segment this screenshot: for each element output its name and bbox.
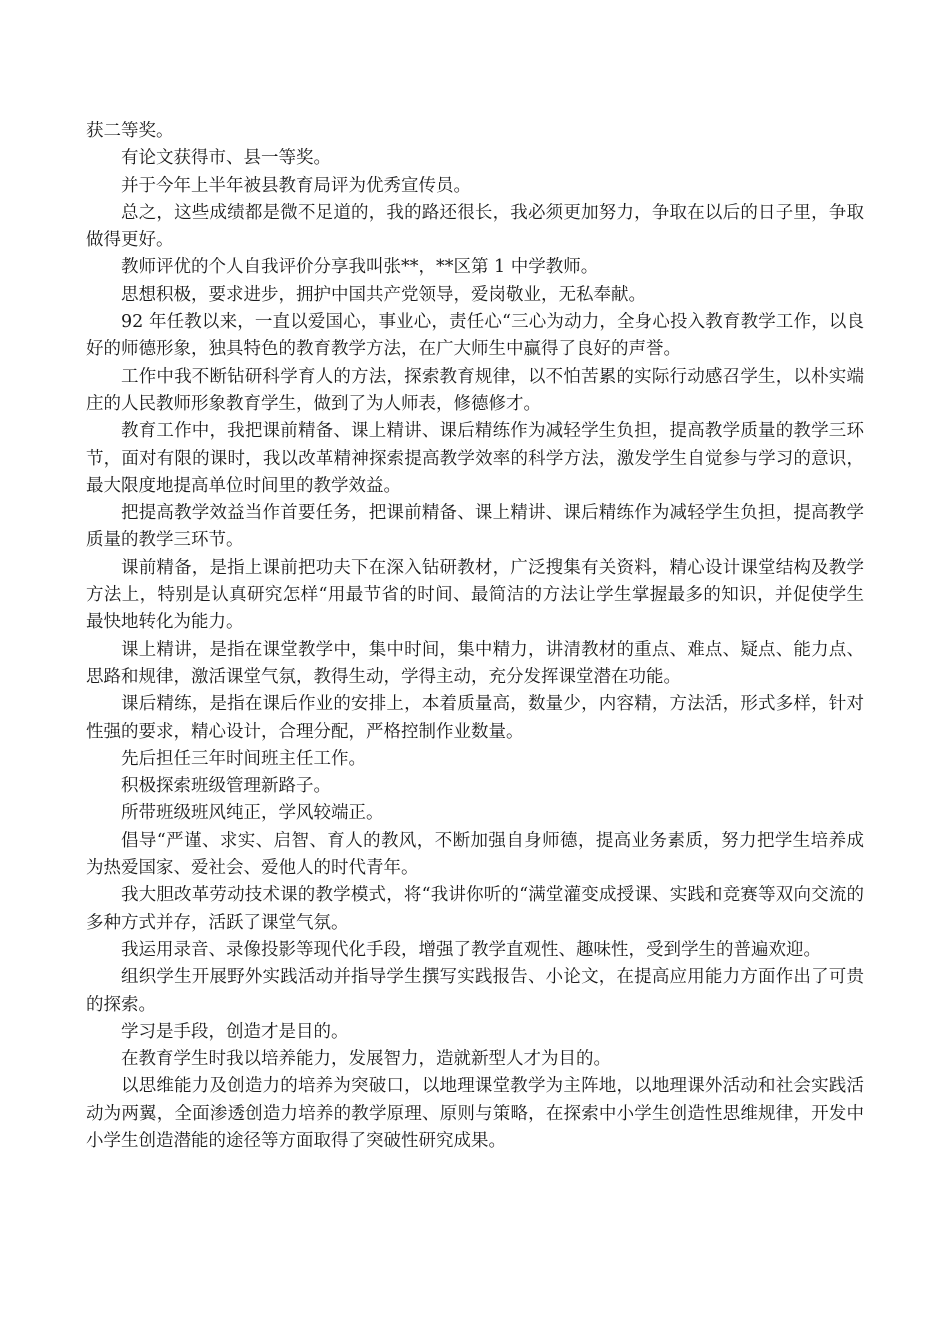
paragraph: 积极探索班级管理新路子。: [121, 776, 331, 797]
paragraph: 以思维能力及创造力的培养为突破口，以地理课堂教学为主阵地，以地理课外活动和社会实践活动为两翼，全面渗透创造力培养的教学原理、原则与策略，在探索中小学生创造性思维规律，开发中小学生创造潜能的途径等方面取得了突破性研究成果。: [86, 1076, 864, 1151]
paragraph: 思想积极，要求进步，拥护中国共产党领导，爱岗敬业，无私奉献。: [121, 284, 646, 305]
paragraph: 总之，这些成绩都是微不足道的，我的路还很长，我必须更加努力，争取在以后的日子里，争取做得更好。: [86, 202, 864, 251]
paragraph: 教育工作中，我把课前精备、课上精讲、课后精练作为减轻学生负担，提高教学质量的教学三环节，面对有限的课时，我以改革精神探索提高教学效率的科学方法，激发学生自觉参与学习的意识，最大限度地提高单位时间里的教学效益。: [86, 421, 864, 496]
paragraph: 92 年任教以来，一直以爱国心，事业心，责任心“三心为动力，全身心投入教育教学工作，以良好的师德形象，独具特色的教育教学方法，在广大师生中赢得了良好的声誉。: [86, 312, 864, 360]
document-body: [86, 118, 864, 1155]
paragraph: 并于今年上半年被县教育局评为优秀宣传员。: [121, 175, 471, 196]
paragraph: 学习是手段，创造才是目的。: [121, 1021, 349, 1042]
paragraph: 课后精练，是指在课后作业的安排上，本着质量高，数量少，内容精，方法活，形式多样，针对性强的要求，精心设计，合理分配，严格控制作业数量。: [86, 694, 864, 742]
paragraph: 组织学生开展野外实践活动并指导学生撰写实践报告、小论文，在提高应用能力方面作出了可贵的探索。: [86, 967, 864, 1015]
paragraph: 把提高教学效益当作首要任务，把课前精备、课上精讲、课后精练作为减轻学生负担，提高教学质量的教学三环节。: [86, 503, 864, 551]
paragraph: 我大胆改革劳动技术课的教学模式，将“我讲你听的“满堂灌变成授课、实践和竞赛等双向交流的多种方式并存，活跃了课堂气氛。: [86, 885, 864, 933]
paragraph: 有论文获得市、县一等奖。: [121, 148, 331, 169]
paragraph: 教师评优的个人自我评价分享我叫张**，**区第 1 中学教师。: [121, 257, 599, 278]
paragraph: 工作中我不断钻研科学育人的方法，探索教育规律，以不怕苦累的实际行动感召学生，以朴实端庄的人民教师形象教育学生，做到了为人师表，修德修才。: [86, 366, 864, 414]
paragraph: 所带班级班风纯正，学风较端正。: [121, 803, 384, 824]
paragraph: 在教育学生时我以培养能力，发展智力，造就新型人才为目的。: [121, 1049, 611, 1070]
paragraph: 课前精备，是指上课前把功夫下在深入钻研教材，广泛搜集有关资料，精心设计课堂结构及教学方法上，特别是认真研究怎样“用最节省的时间、最简洁的方法让学生掌握最多的知识，并促使学生最快地转化为能力。: [86, 557, 864, 633]
paragraph: 倡导“严谨、求实、启智、育人的教风，不断加强自身师德，提高业务素质，努力把学生培养成为热爱国家、爱社会、爱他人的时代青年。: [86, 830, 864, 879]
paragraph: 获二等奖。: [86, 121, 174, 141]
paragraph: 先后担任三年时间班主任工作。: [121, 748, 366, 769]
paragraph: 我运用录音、录像投影等现代化手段，增强了教学直观性、趣味性，受到学生的普遍欢迎。: [121, 939, 821, 960]
paragraph: 课上精讲，是指在课堂教学中，集中时间，集中精力，讲清教材的重点、难点、疑点、能力点、思路和规律，激活课堂气氛，教得生动，学得主动，充分发挥课堂潜在功能。: [86, 639, 864, 687]
